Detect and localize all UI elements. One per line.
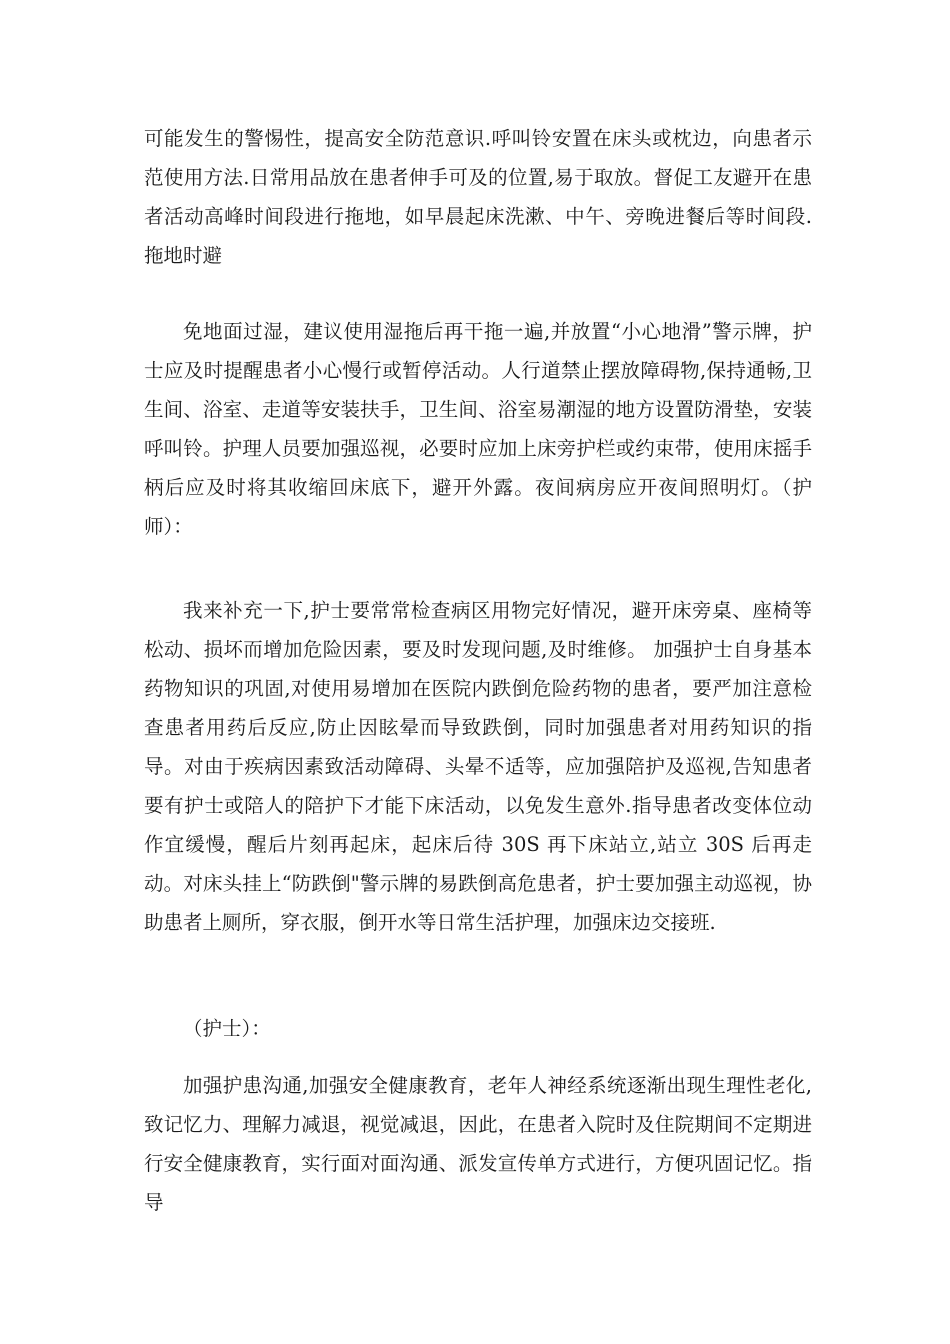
paragraph-4-speaker: （护士）： [183, 1017, 271, 1040]
paragraph-5: 加强护患沟通,加强安全健康教育，老年人神经系统逐渐出现生理性老化,致记忆力、理解力减退，视觉减退，因此，在患者入院时及住院期间不定期进行安全健康教育，实行面对面沟通、派发宣传单方式进行，方便巩固记忆。指导 [144, 1074, 812, 1214]
paragraph-1: 可能发生的警惕性，提高安全防范意识.呼叫铃安置在床头或枕边，向患者示范使用方法.日常用品放在患者伸手可及的位置,易于取放。督促工友避开在患者活动高峰时间段进行拖地，如早晨起床洗漱、中午、旁晚进餐后等时间段.拖地时避 [144, 127, 812, 267]
paragraph-2: 免地面过湿，建议使用湿拖后再干拖一遍,并放置“小心地滑”警示牌，护士应及时提醒患者小心慢行或暂停活动。人行道禁止摆放障碍物,保持通畅,卫生间、浴室、走道等安装扶手，卫生间、浴室易潮湿的地方设置防滑垫，安装呼叫铃。护理人员要加强巡视，必要时应加上床旁护栏或约束带，使用床摇手柄后应及时将其收缩回床底下，避开外露。夜间病房应开夜间照明灯。（护师）： [144, 320, 812, 538]
paragraph-3: 我来补充一下,护士要常常检查病区用物完好情况，避开床旁桌、座椅等松动、损坏而增加危险因素，要及时发现问题,及时维修。 加强护士自身基本药物知识的巩固,对使用易增加在医院内跌倒危险药物的患者，要严加注意检查患者用药后反应,防止因眩晕而导致跌倒，同时加强患者对用药知识的指导。对由于疾病因素致活动障碍、头晕不适等，应加强陪护及巡视,告知患者要有护士或陪人的陪护下才能下床活动，以免发生意外.指导患者改变体位动作宜缓慢，醒后片刻再起床，起床后待 30S 再下床站立,站立 30S 后再走动。对床头挂上“防跌倒"警示牌的易跌倒高危患者，护士要加强主动巡视，协助患者上厕所，穿衣服，倒开水等日常生活护理，加强床边交接班. [144, 599, 812, 934]
